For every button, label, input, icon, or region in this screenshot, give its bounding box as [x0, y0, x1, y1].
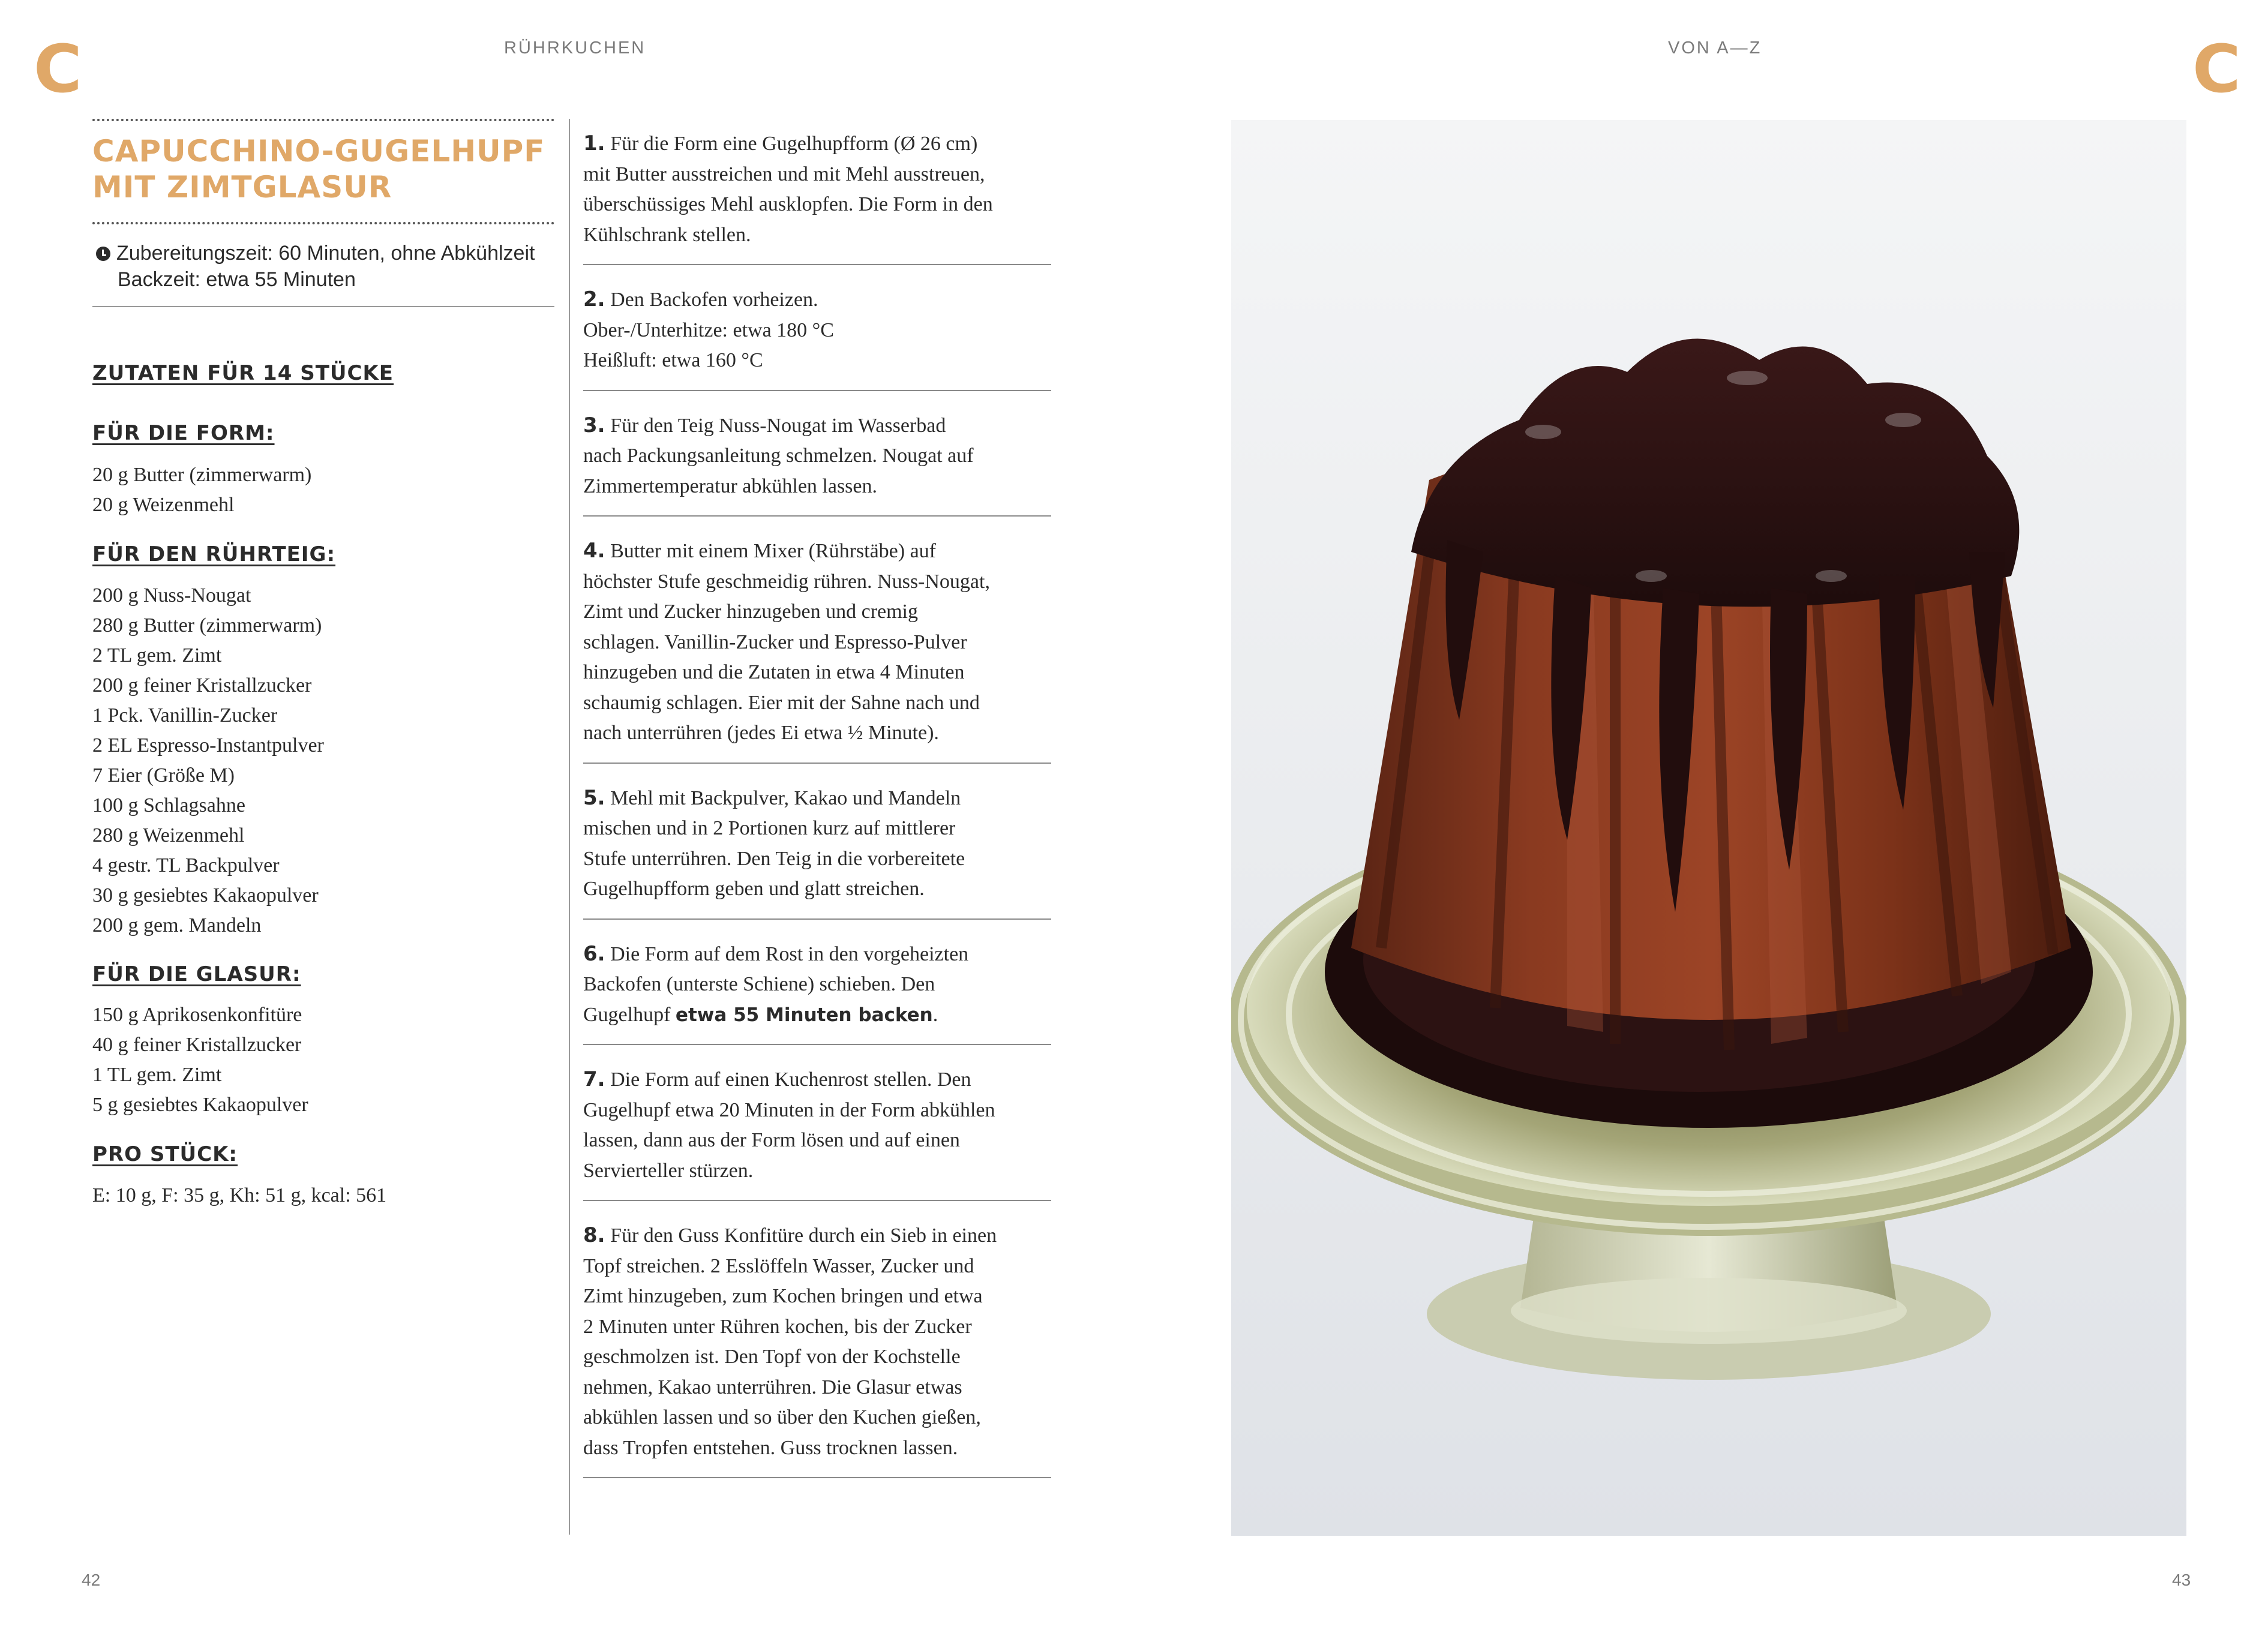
- step-7: [583, 1064, 1051, 1186]
- step-line: lassen, dann aus der Form lösen und auf einen: [583, 1129, 960, 1151]
- ingredient-item: 7 Eier (Größe M): [92, 764, 235, 787]
- step-line: Butter mit einem Mixer (Rührstäbe) auf: [610, 540, 936, 562]
- prep-time: [96, 240, 564, 266]
- ingredient-item: 2 EL Espresso-Instantpulver: [92, 734, 324, 757]
- ingredient-item: 4 gestr. TL Backpulver: [92, 854, 280, 876]
- step-number: 2.: [583, 287, 605, 311]
- step-number: 4.: [583, 539, 605, 563]
- running-header-left: RÜHRKUCHEN: [504, 38, 646, 58]
- step-line: schlagen. Vanillin-Zucker und Espresso-Pulver: [583, 631, 967, 653]
- ingredient-item: 5 g gesiebtes Kakaopulver: [92, 1094, 308, 1116]
- step-line: Die Form auf einen Kuchenrost stellen. Den: [610, 1068, 971, 1091]
- column-divider: [569, 119, 570, 1535]
- step-3: [583, 410, 1051, 502]
- step-line: Zimt und Zucker hinzugeben und cremig: [583, 601, 918, 623]
- step-4: [583, 536, 1051, 749]
- recipe-title-line1: CAPUCCHINO-GUGELHUPF: [92, 134, 545, 169]
- step-line: Den Backofen vorheizen.: [610, 289, 818, 311]
- step-divider: [583, 264, 1051, 265]
- step-line: Zimt hinzugeben, zum Kochen bringen und etwa: [583, 1285, 983, 1307]
- ingredient-list-form: [92, 460, 311, 520]
- step-number: 3.: [583, 413, 605, 437]
- recipe-title-line2: MIT ZIMTGLASUR: [92, 170, 392, 205]
- step-line: nach Packungsanleitung schmelzen. Nougat auf: [583, 445, 974, 467]
- step-divider: [583, 1477, 1051, 1478]
- step-6: [583, 939, 1051, 1031]
- step-8: [583, 1220, 1051, 1463]
- step-line: Servierteller stürzen.: [583, 1159, 754, 1182]
- step-line: Gugelhupfform geben und glatt streichen.: [583, 878, 925, 900]
- ingredient-list-ruehrteig: [92, 581, 324, 941]
- page-number-right: 43: [2172, 1571, 2191, 1589]
- ingredient-list-glasur: [92, 1000, 308, 1120]
- step-line: Zimmertemperatur abkühlen lassen.: [583, 475, 877, 497]
- step-line: hinzugeben und die Zutaten in etwa 4 Minuten: [583, 661, 965, 683]
- nutrition-values: E: 10 g, F: 35 g, Kh: 51 g, kcal: 561: [92, 1184, 387, 1206]
- step-divider: [583, 763, 1051, 764]
- step-divider: [583, 1044, 1051, 1045]
- step-line: abkühlen lassen und so über den Kuchen gießen,: [583, 1406, 981, 1428]
- recipe-title: [92, 133, 560, 205]
- step-line: Für die Form eine Gugelhupfform (Ø 26 cm): [610, 133, 978, 155]
- step-text: Gugelhupf: [583, 1003, 676, 1026]
- step-line: überschüssiges Mehl ausklopfen. Die Form in den: [583, 193, 993, 215]
- section-heading-pro-stueck: PRO STÜCK:: [92, 1142, 238, 1166]
- page-letter-right: C: [2192, 31, 2241, 107]
- ingredient-item: 200 g Nuss-Nougat: [92, 584, 251, 607]
- step-line: nach unterrühren (jedes Ei etwa ½ Minute).: [583, 722, 939, 744]
- step-line: Die Form auf dem Rost in den vorgeheizten: [610, 942, 969, 965]
- step-line: Kühlschrank stellen.: [583, 223, 751, 246]
- running-header-right: VON A—Z: [1668, 38, 1762, 58]
- ingredient-item: 280 g Weizenmehl: [92, 824, 245, 846]
- step-line: 2 Minuten unter Rühren kochen, bis der Zucker: [583, 1315, 972, 1338]
- step-number: 5.: [583, 785, 605, 810]
- ingredients-heading: ZUTATEN FÜR 14 STÜCKE: [92, 361, 394, 385]
- step-2: [583, 284, 1051, 376]
- ingredient-item: 2 TL gem. Zimt: [92, 644, 222, 667]
- step-divider: [583, 515, 1051, 517]
- step-line: Backofen (unterste Schiene) schieben. Den: [583, 973, 935, 995]
- ingredient-item: 280 g Butter (zimmerwarm): [92, 614, 322, 637]
- instruction-steps: [583, 128, 1051, 1478]
- nutrition-info: [92, 1181, 386, 1211]
- cake-photo: [1231, 120, 2186, 1536]
- step-line: Gugelhupf etwa 20 Minuten in der Form abkühlen: [583, 1098, 995, 1121]
- step-5: [583, 783, 1051, 905]
- step-line: Mehl mit Backpulver, Kakao und Mandeln: [610, 787, 961, 809]
- title-rule-bottom: [92, 222, 554, 224]
- prep-time-text: Zubereitungszeit: 60 Minuten, ohne Abkühlzeit: [116, 242, 535, 265]
- bake-time: Backzeit: etwa 55 Minuten: [118, 268, 356, 291]
- ingredient-item: 30 g gesiebtes Kakaopulver: [92, 884, 319, 906]
- step-number: 8.: [583, 1223, 605, 1247]
- step-line: Topf streichen. 2 Esslöffeln Wasser, Zucker und: [583, 1254, 974, 1277]
- section-heading-ruehrteig: FÜR DEN RÜHRTEIG:: [92, 542, 336, 566]
- time-info: [96, 240, 564, 293]
- time-rule: [92, 306, 554, 307]
- step-text: .: [932, 1003, 938, 1026]
- ingredient-item: 1 TL gem. Zimt: [92, 1064, 222, 1086]
- title-rule-top: [92, 119, 554, 121]
- step-line: Stufe unterrühren. Den Teig in die vorbereitete: [583, 847, 965, 870]
- section-heading-glasur: FÜR DIE GLASUR:: [92, 962, 301, 986]
- step-line: dass Tropfen entstehen. Guss trocknen lassen.: [583, 1436, 958, 1459]
- step-number: 1.: [583, 131, 605, 155]
- step-line: nehmen, Kakao unterrühren. Die Glasur etwas: [583, 1376, 962, 1398]
- ingredient-item: 200 g feiner Kristallzucker: [92, 674, 312, 697]
- step-line: mit Butter ausstreichen und mit Mehl ausstreuen,: [583, 163, 985, 185]
- step-line: Für den Teig Nuss-Nougat im Wasserbad: [610, 414, 946, 437]
- ingredient-item: 20 g Weizenmehl: [92, 494, 235, 516]
- step-divider: [583, 1200, 1051, 1201]
- step-line: Heißluft: etwa 160 °C: [583, 349, 763, 371]
- page-letter-left: C: [34, 31, 82, 107]
- step-line: Für den Guss Konfitüre durch ein Sieb in einen: [610, 1224, 997, 1247]
- step-line-last: [583, 1000, 1051, 1031]
- step-line: geschmolzen ist. Den Topf von der Kochstelle: [583, 1346, 961, 1368]
- step-line: mischen und in 2 Portionen kurz auf mittlerer: [583, 817, 956, 839]
- page-number-left: 42: [82, 1571, 101, 1589]
- clock-icon: [96, 247, 110, 261]
- step-line: höchster Stufe geschmeidig rühren. Nuss-Nougat,: [583, 570, 990, 593]
- step-1: [583, 128, 1051, 250]
- ingredient-item: 100 g Schlagsahne: [92, 794, 245, 816]
- ingredient-item: 200 g gem. Mandeln: [92, 914, 262, 936]
- ingredient-item: 40 g feiner Kristallzucker: [92, 1034, 302, 1056]
- ingredient-item: 20 g Butter (zimmerwarm): [92, 464, 312, 486]
- step-number: 6.: [583, 941, 605, 966]
- step-highlight: etwa 55 Minuten backen: [675, 1004, 933, 1026]
- section-heading-form: FÜR DIE FORM:: [92, 421, 275, 445]
- step-divider: [583, 390, 1051, 391]
- step-number: 7.: [583, 1067, 605, 1091]
- step-divider: [583, 918, 1051, 920]
- ingredient-item: 150 g Aprikosenkonfitüre: [92, 1004, 302, 1026]
- ingredient-item: 1 Pck. Vanillin-Zucker: [92, 704, 278, 727]
- step-line: Ober-/Unterhitze: etwa 180 °C: [583, 319, 834, 341]
- step-line: schaumig schlagen. Eier mit der Sahne nach und: [583, 691, 980, 714]
